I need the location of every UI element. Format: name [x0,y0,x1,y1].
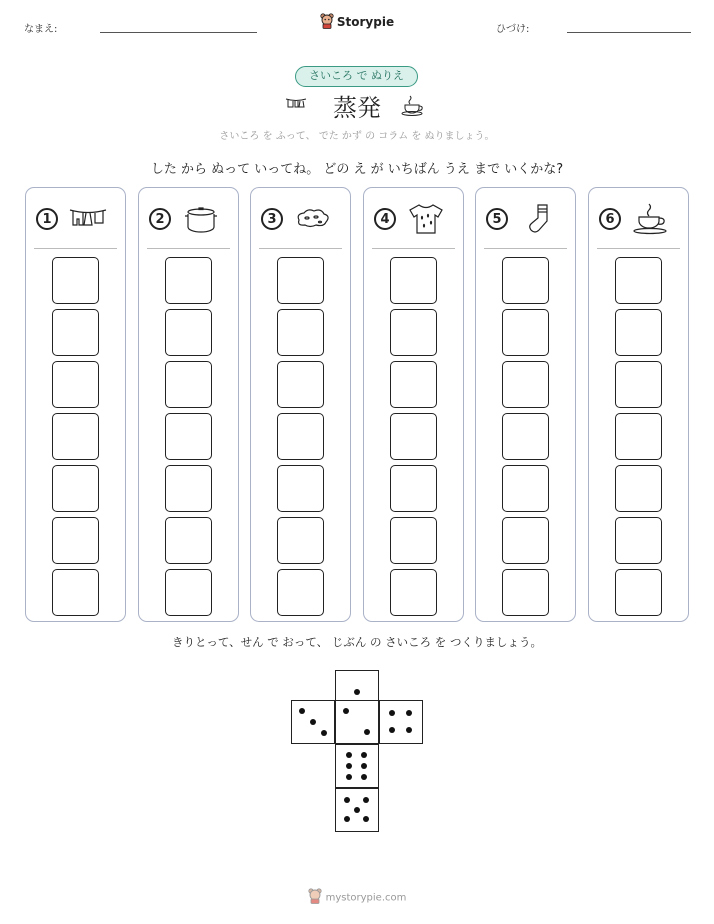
color-box[interactable] [390,569,437,616]
column-number: 6 [599,208,621,230]
die-pip [361,763,367,769]
column-divider [259,248,342,249]
wet-shirt-icon [406,202,446,236]
color-box[interactable] [390,309,437,356]
name-line[interactable] [100,32,257,33]
color-box[interactable] [277,517,324,564]
die-pip [299,708,305,714]
die-face-5 [335,788,379,832]
column-1 [25,187,126,622]
color-box[interactable] [502,413,549,460]
die-face-3 [291,700,335,744]
column-5 [475,187,576,622]
color-box[interactable] [165,517,212,564]
color-box[interactable] [502,465,549,512]
column-divider [484,248,567,249]
worksheet-badge: さいころ で ぬりえ [295,66,418,87]
column-number: 3 [261,208,283,230]
color-box[interactable] [52,517,99,564]
color-box[interactable] [165,361,212,408]
color-box[interactable] [390,465,437,512]
color-box[interactable] [502,309,549,356]
die-pip [310,719,316,725]
color-box[interactable] [277,413,324,460]
column-3 [250,187,351,622]
die-pip [344,816,350,822]
die-pip [354,807,360,813]
tea-cup-icon [401,94,425,120]
color-box[interactable] [390,413,437,460]
color-box[interactable] [502,361,549,408]
date-label: ひづけ: [496,24,530,35]
die-face-6 [335,744,379,788]
die-pip [354,689,360,695]
column-number: 2 [149,208,171,230]
die-pip [363,797,369,803]
footer-url: mystorypie.com [325,892,407,904]
color-box[interactable] [277,309,324,356]
color-box[interactable] [615,517,662,564]
color-box[interactable] [615,569,662,616]
column-number: 4 [374,208,396,230]
color-box[interactable] [165,309,212,356]
sock-icon [518,202,558,236]
color-box[interactable] [277,361,324,408]
color-box[interactable] [52,413,99,460]
color-box[interactable] [615,257,662,304]
column-number: 5 [486,208,508,230]
bear-logo-icon [308,888,322,907]
color-box[interactable] [615,309,662,356]
column-2 [138,187,239,622]
name-label: なまえ: [24,24,58,35]
color-box[interactable] [502,569,549,616]
pot-icon [181,202,221,236]
die-face-4 [379,700,423,744]
color-box[interactable] [502,257,549,304]
die-pip [406,727,412,733]
column-divider [597,248,680,249]
color-box[interactable] [615,413,662,460]
color-box[interactable] [165,413,212,460]
column-number: 1 [36,208,58,230]
page-title: 蒸発 [333,94,381,122]
color-box[interactable] [615,361,662,408]
color-box[interactable] [165,569,212,616]
color-box[interactable] [52,465,99,512]
die-pip [389,727,395,733]
brand-name: Storypie [336,15,395,29]
color-box[interactable] [615,465,662,512]
color-box[interactable] [277,257,324,304]
puddle-icon [293,202,333,236]
die-pip [361,774,367,780]
bear-logo-icon [320,13,334,32]
die-face-2 [335,700,379,744]
color-box[interactable] [390,517,437,564]
die-pip [346,763,352,769]
subtitle: さいころ を ふって、 でた かず の コラム を ぬりましょう。 [219,131,495,142]
die-pip [344,797,350,803]
brand-logo [0,13,714,32]
column-6 [588,187,689,622]
color-box[interactable] [277,465,324,512]
color-box[interactable] [165,465,212,512]
column-divider [34,248,117,249]
die-pip [346,752,352,758]
laundry-icon [68,202,108,236]
die-pip [321,730,327,736]
color-box[interactable] [165,257,212,304]
die-pip [343,708,349,714]
die-pip [363,816,369,822]
column-divider [147,248,230,249]
die-pip [346,774,352,780]
die-pip [361,752,367,758]
die-pip [389,710,395,716]
color-box[interactable] [52,569,99,616]
die-pip [406,710,412,716]
color-box[interactable] [390,361,437,408]
instruction: した から ぬって いってね。 どの え が いちばん うえ まで いくかな? [150,162,564,177]
color-box[interactable] [390,257,437,304]
color-box[interactable] [52,309,99,356]
date-line[interactable] [567,32,691,33]
die-pip [364,729,370,735]
cut-instruction: きりとって、せん で おって、 じぶん の さいころ を つくりましょう。 [172,635,542,649]
footer [0,888,714,907]
color-box[interactable] [502,517,549,564]
color-box[interactable] [52,257,99,304]
column-divider [372,248,455,249]
color-box[interactable] [277,569,324,616]
tea-cup-icon [631,202,671,236]
color-box[interactable] [52,361,99,408]
column-4 [363,187,464,622]
